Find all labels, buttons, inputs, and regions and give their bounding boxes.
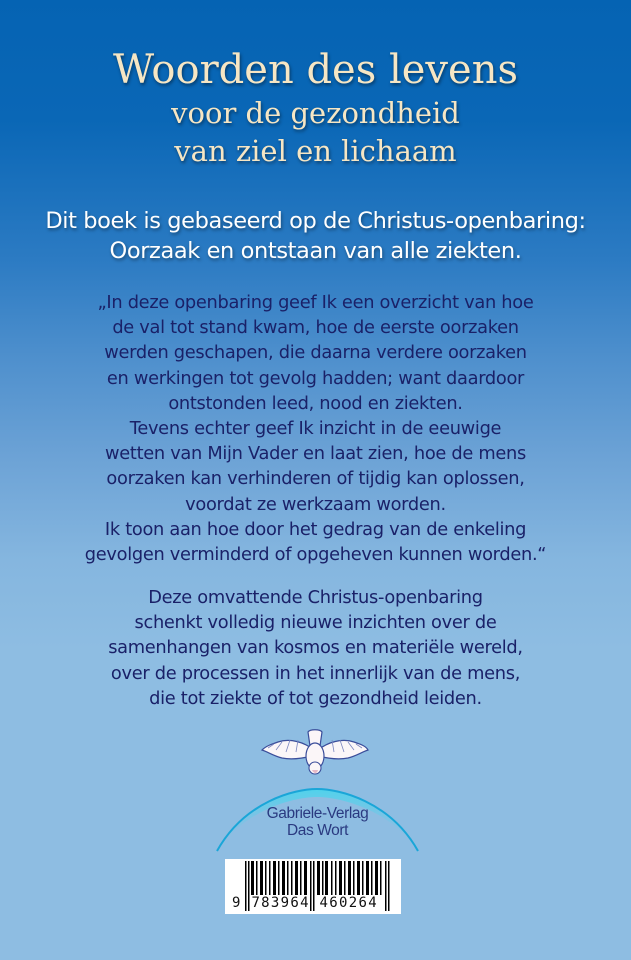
intro-text [0,206,631,266]
quote-text [0,290,631,567]
quote-line: ontstonden leed, nood en ziekten. [168,392,463,414]
quote-line: en werkingen tot gevolg hadden; want daardoor [106,367,525,389]
quote-line: Tevens echter geef Ik inzicht in de eeuwige [129,418,502,440]
dove-icon [260,728,370,778]
quote-line: wetten van Mijn Vader en laat zien, hoe de mens [105,443,526,465]
quote-line: „In deze openbaring geef Ik een overzicht van hoe [97,292,534,313]
summary-line: Deze omvattende Christus-openbaring [148,587,483,608]
quote-line: gevolgen verminderd of opgeheven kunnen worden.“ [84,544,547,566]
publisher-logo [215,728,420,848]
quote-line: werden geschapen, die daarna verdere oorzaken [104,342,527,364]
book-subtitle-line-2: van ziel en lichaam [174,134,457,168]
summary-line: schenkt volledig nieuwe inzichten over de [134,612,497,634]
book-subtitle-line-1: voor de gezondheid [171,96,460,130]
summary-line: die tot ziekte of tot gezondheid leiden. [149,687,482,709]
summary-line: over de processen in het innerlijk van de mens, [110,662,521,684]
quote-line: voordat ze werkzaam worden. [185,493,446,515]
isbn-barcode [225,859,401,914]
book-title: Woorden des levens [113,47,518,93]
quote-line: de val tot stand kwam, hoe de eerste oorzaken [112,317,519,339]
publisher-name-line-2: Das Wort [286,822,349,839]
publisher-name-line-1: Gabriele-Verlag [266,805,369,822]
summary-line: samenhangen van kosmos en materiële wereld, [108,637,523,659]
publisher-name [215,805,420,839]
intro-line: Oorzaak en ontstaan van alle ziekten. [109,238,522,264]
quote-line: oorzaken kan verhinderen of tijdig kan oplossen, [106,468,525,490]
quote-line: Ik toon aan hoe door het gedrag van de enkeling [104,518,527,540]
isbn-number: 9 783964 460264 [232,895,378,911]
intro-line: Dit boek is gebaseerd op de Christus-openbaring: [45,208,586,234]
summary-text [0,585,631,711]
title-block [0,46,631,170]
